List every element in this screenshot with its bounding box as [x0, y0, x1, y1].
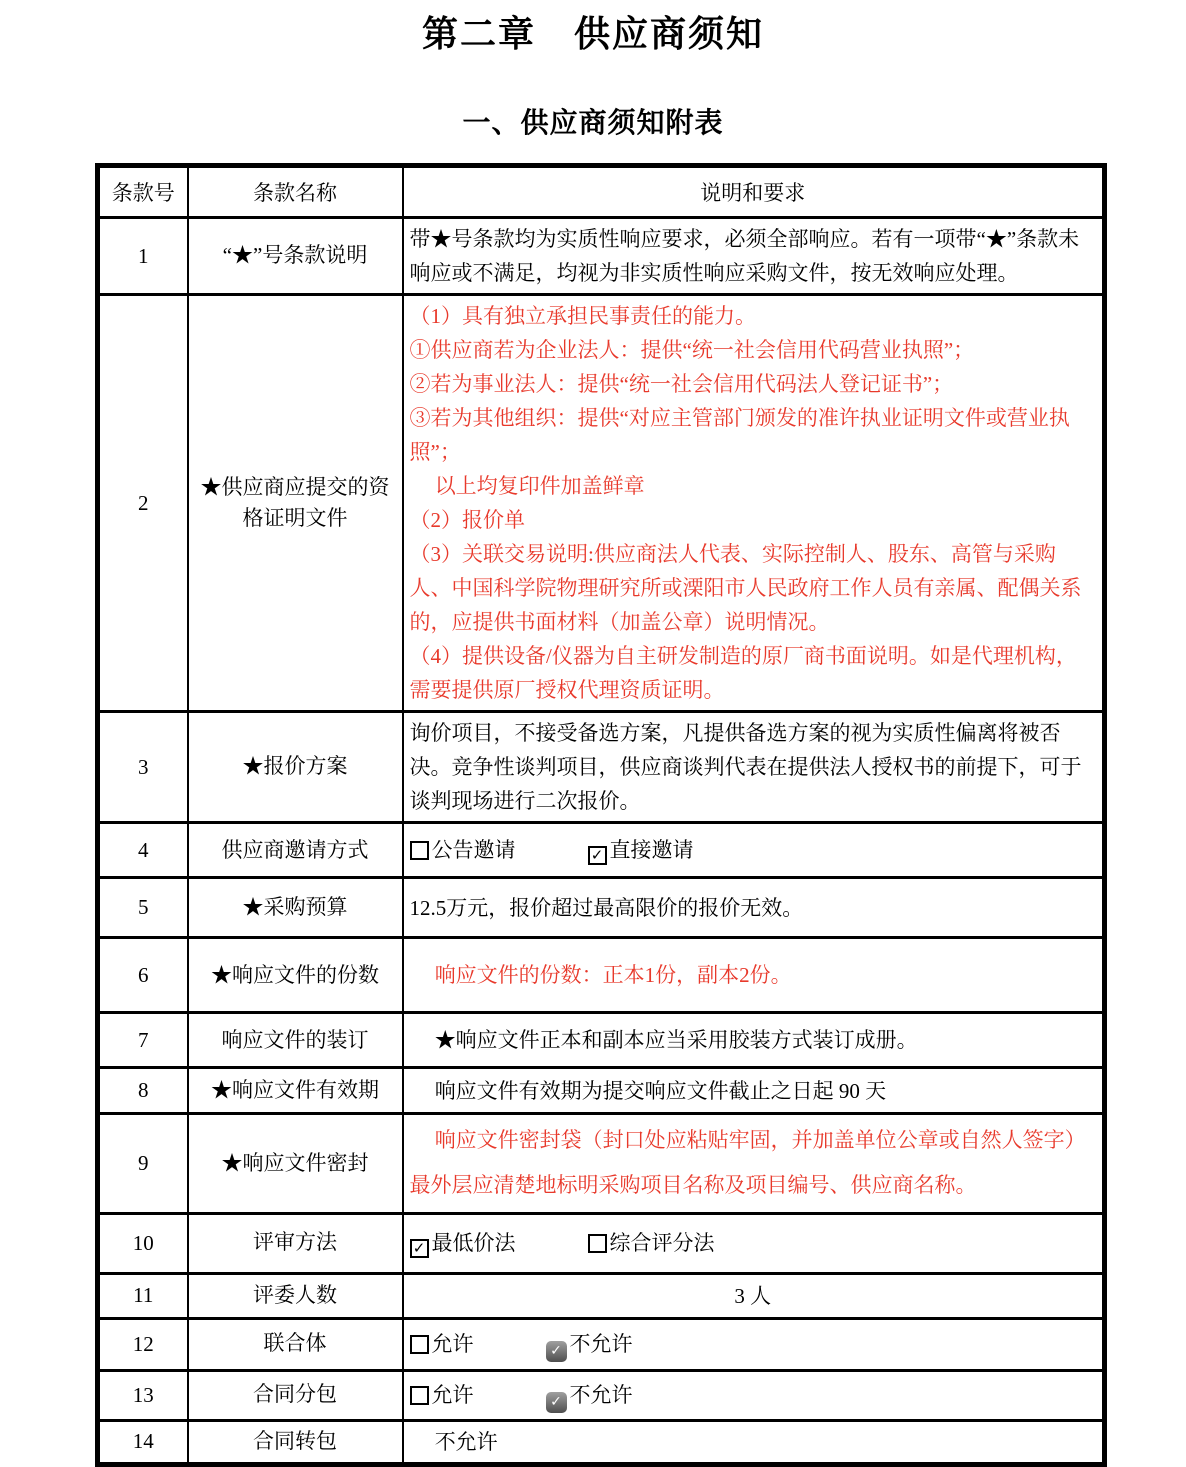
- clause-content-cell: [403, 218, 1105, 295]
- clause-name-cell: ★供应商应提交的资格证明文件: [188, 295, 403, 712]
- table-row: [98, 1318, 1105, 1370]
- header-description: 说明和要求: [403, 166, 1105, 218]
- table-row: [98, 1114, 1105, 1213]
- content-line: （2）报价单: [409, 508, 525, 533]
- checkbox-option: [410, 838, 516, 862]
- clause-name-cell: 合同转包: [188, 1420, 403, 1464]
- clause-no-cell: 10: [98, 1213, 188, 1273]
- checkbox-label: 直接邀请: [609, 838, 694, 863]
- clause-content-cell: [403, 1213, 1105, 1273]
- checkbox-option: [546, 1331, 633, 1359]
- content-line: 询价项目，不接受备选方案，凡提供备选方案的视为实质性偏离将被否决。竞争性谈判项目，供应商谈判代表在提供法人授权书的前提下，可于谈判现场进行二次报价。: [409, 721, 1082, 814]
- checkbox-label: 最低价法: [431, 1231, 516, 1256]
- checkbox-label: 综合评分法: [609, 1231, 715, 1256]
- clause-no-cell: 6: [98, 938, 188, 1013]
- table-row: [98, 218, 1105, 295]
- table-row: [98, 1068, 1105, 1114]
- clause-no-cell: 3: [98, 712, 188, 823]
- content-line: ③若为其他组织：提供“对应主管部门颁发的准许执业证明文件或营业执照”；: [409, 406, 1070, 465]
- table-header-row: [98, 166, 1105, 218]
- clause-no-cell: 14: [98, 1420, 188, 1464]
- table-row: [98, 878, 1105, 938]
- table-row: [98, 1213, 1105, 1273]
- checkbox-label: 公告邀请: [431, 838, 516, 863]
- checkbox-option: [546, 1382, 633, 1410]
- content-line: 不允许: [434, 1429, 498, 1454]
- clause-name-cell: ★报价方案: [188, 712, 403, 823]
- checkbox-label: 不允许: [569, 1382, 633, 1407]
- checkbox-options-line: [410, 1226, 1097, 1260]
- clause-content-cell: [403, 295, 1105, 712]
- checkbox-empty-icon: [410, 1335, 429, 1354]
- clause-no-cell: 9: [98, 1114, 188, 1213]
- supplier-notice-table: [95, 163, 1107, 1467]
- content-line: 12.5万元，报价超过最高限价的报价无效。: [409, 895, 804, 920]
- clause-name-cell: 响应文件的装订: [188, 1013, 403, 1068]
- content-line: 响应文件有效期为提交响应文件截止之日起 90 天: [434, 1078, 887, 1103]
- content-line: 响应文件密封袋（封口处应粘贴牢固，并加盖单位公章或自然人签字）最外层应清楚地标明采购项目名称及项目编号、供应商名称。: [409, 1128, 1086, 1198]
- clause-name-cell: 联合体: [188, 1318, 403, 1370]
- clause-content-cell: [403, 712, 1105, 823]
- checkbox-option: [410, 1231, 516, 1258]
- clause-no-cell: 4: [98, 823, 188, 878]
- checkbox-options-line: [410, 1378, 1097, 1413]
- clause-name-cell: ★响应文件的份数: [188, 938, 403, 1013]
- table-row: [98, 1273, 1105, 1318]
- content-line: 响应文件的份数：正本1份，副本2份。: [434, 963, 792, 988]
- checkbox-label: 允许: [431, 1331, 474, 1356]
- checkbox-checked-icon: ✓: [410, 1239, 429, 1258]
- clause-name-cell: “★”号条款说明: [188, 218, 403, 295]
- clause-name-cell: 合同分包: [188, 1370, 403, 1420]
- header-clause-name: 条款名称: [188, 166, 403, 218]
- clause-no-cell: 7: [98, 1013, 188, 1068]
- checkbox-option: [410, 1383, 474, 1407]
- content-line: 3 人: [734, 1283, 772, 1308]
- content-line: ★响应文件正本和副本应当采用胶装方式装订成册。: [434, 1028, 918, 1053]
- checkbox-empty-icon: [410, 1386, 429, 1405]
- clause-content-cell: [403, 938, 1105, 1013]
- table-row: [98, 938, 1105, 1013]
- checkbox-options-line: [410, 833, 1097, 867]
- checkbox-gray-check-icon: ✓: [546, 1341, 567, 1362]
- content-line: ①供应商若为企业法人：提供“统一社会信用代码营业执照”；: [409, 338, 975, 363]
- table-row: [98, 1420, 1105, 1464]
- clause-name-cell: ★采购预算: [188, 878, 403, 938]
- checkbox-option: [588, 1231, 715, 1255]
- clause-no-cell: 13: [98, 1370, 188, 1420]
- clause-name-cell: 评审方法: [188, 1213, 403, 1273]
- checkbox-label: 不允许: [569, 1331, 633, 1356]
- checkbox-empty-icon: [410, 841, 429, 860]
- clause-no-cell: 12: [98, 1318, 188, 1370]
- header-clause-no: 条款号: [98, 166, 188, 218]
- checkbox-label: 允许: [431, 1382, 474, 1407]
- clause-content-cell: [403, 878, 1105, 938]
- table-row: [98, 823, 1105, 878]
- clause-name-cell: 供应商邀请方式: [188, 823, 403, 878]
- checkbox-gray-check-icon: ✓: [546, 1392, 567, 1413]
- table-row: [98, 712, 1105, 823]
- clause-no-cell: 2: [98, 295, 188, 712]
- clause-no-cell: 5: [98, 878, 188, 938]
- checkbox-options-line: [410, 1327, 1097, 1362]
- content-line: 带★号条款均为实质性响应要求，必须全部响应。若有一项带“★”条款未响应或不满足，均视为非实质性响应采购文件，按无效响应处理。: [409, 227, 1080, 286]
- checkbox-option: [410, 1332, 474, 1356]
- checkbox-checked-icon: ✓: [588, 846, 607, 865]
- clause-content-cell: [403, 1114, 1105, 1213]
- clause-no-cell: 8: [98, 1068, 188, 1114]
- clause-no-cell: 11: [98, 1273, 188, 1318]
- content-line: ②若为事业法人：提供“统一社会信用代码法人登记证书”；: [409, 372, 954, 397]
- clause-content-cell: [403, 823, 1105, 878]
- clause-content-cell: [403, 1318, 1105, 1370]
- clause-name-cell: ★响应文件有效期: [188, 1068, 403, 1114]
- content-line: 以上均复印件加盖鲜章: [434, 474, 645, 499]
- page-title: 第二章 供应商须知: [421, 14, 764, 54]
- content-line: （3）关联交易说明:供应商法人代表、实际控制人、股东、高管与采购人、中国科学院物理研究所或溧阳市人民政府工作人员有亲属、配偶关系的，应提供书面材料（加盖公章）说明情况。: [409, 542, 1082, 635]
- clause-name-cell: 评委人数: [188, 1273, 403, 1318]
- content-line: （4）提供设备/仪器为自主研发制造的原厂商书面说明。如是代理机构，需要提供原厂授权代理资质证明。: [409, 644, 1077, 703]
- clause-name-cell: ★响应文件密封: [188, 1114, 403, 1213]
- clause-content-cell: [403, 1273, 1105, 1318]
- clause-content-cell: [403, 1068, 1105, 1114]
- clause-no-cell: 1: [98, 218, 188, 295]
- table-row: [98, 295, 1105, 712]
- table-row: [98, 1013, 1105, 1068]
- checkbox-empty-icon: [588, 1234, 607, 1253]
- clause-content-cell: [403, 1420, 1105, 1464]
- checkbox-option: [588, 838, 694, 865]
- clause-content-cell: [403, 1013, 1105, 1068]
- section-title: 一、供应商须知附表: [462, 108, 724, 139]
- content-line: （1）具有独立承担民事责任的能力。: [409, 304, 756, 329]
